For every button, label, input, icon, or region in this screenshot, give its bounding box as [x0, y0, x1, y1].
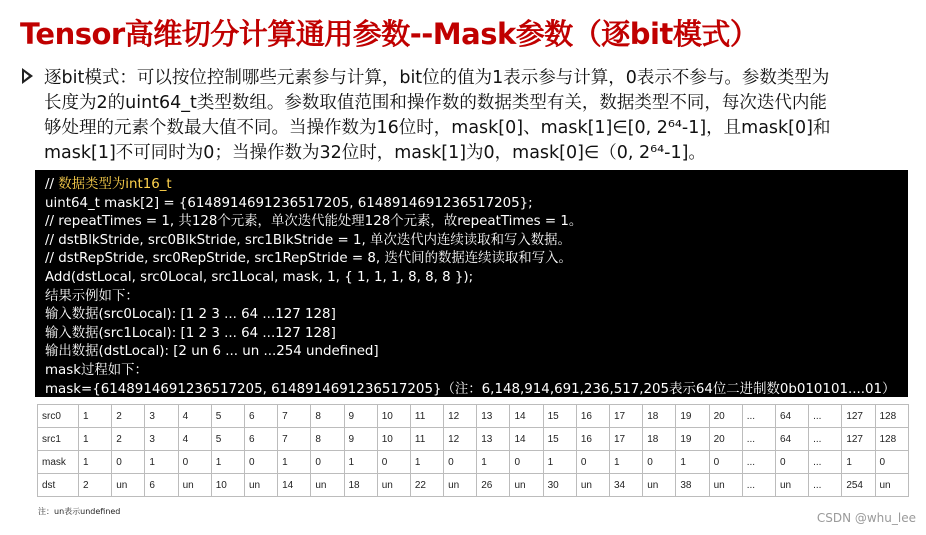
table-cell: un — [875, 474, 909, 497]
table-cell: 14 — [278, 474, 311, 497]
table-cell: un — [244, 474, 277, 497]
table-cell: 17 — [610, 405, 643, 428]
code-line: Add(dstLocal, src0Local, src1Local, mask, 1, { 1, 1, 1, 8, 8, 8 }); — [45, 269, 474, 285]
bullet-line: mask[1]不可同时为0；当操作数为32位时，mask[1]为0，mask[0]∈（0, 2⁶⁴-1]。 — [44, 143, 706, 163]
table-cell: 34 — [610, 474, 643, 497]
table-cell: 19 — [676, 405, 709, 428]
table-cell: 0 — [576, 451, 609, 474]
watermark: CSDN @whu_lee — [816, 511, 916, 525]
table-row — [38, 428, 909, 451]
table-cell: 5 — [211, 405, 244, 428]
table-cell: 16 — [576, 428, 609, 451]
table-cell: 3 — [145, 405, 178, 428]
table-cell: 2 — [112, 405, 145, 428]
table-cell: 1 — [477, 451, 510, 474]
table-cell: 6 — [244, 405, 277, 428]
table-cell: 9 — [344, 405, 377, 428]
table-cell: 1 — [145, 451, 178, 474]
table-cell: 30 — [543, 474, 576, 497]
table-cell: un — [377, 474, 410, 497]
table-cell: 2 — [79, 474, 112, 497]
table-cell: 14 — [510, 405, 543, 428]
row-header: src0 — [38, 405, 79, 428]
table-cell: 0 — [709, 451, 742, 474]
table-cell: 38 — [676, 474, 709, 497]
table-cell: 1 — [278, 451, 311, 474]
table-cell: 5 — [211, 428, 244, 451]
table-cell: 15 — [543, 428, 576, 451]
table-cell: 64 — [775, 428, 808, 451]
table-cell: 127 — [842, 428, 875, 451]
table-cell: ... — [809, 451, 842, 474]
table-cell: 7 — [278, 405, 311, 428]
code-block — [35, 170, 908, 397]
table-cell: 11 — [410, 428, 443, 451]
table-cell: 22 — [410, 474, 443, 497]
table-cell: 4 — [178, 428, 211, 451]
table-cell: 13 — [477, 405, 510, 428]
bullet-line: 逐bit模式：可以按位控制哪些元素参与计算，bit位的值为1表示参与计算，0表示不参与。参数类型为 — [44, 68, 830, 88]
table-row — [38, 405, 909, 428]
bullet-paragraph — [22, 66, 917, 166]
code-line: // repeatTimes = 1, 共128个元素，单次迭代能处理128个元素，故repeatTimes = 1。 — [45, 214, 583, 230]
table-cell: ... — [809, 405, 842, 428]
table-cell: 0 — [244, 451, 277, 474]
table-cell: 26 — [477, 474, 510, 497]
table-cell: 7 — [278, 428, 311, 451]
table-cell: 0 — [112, 451, 145, 474]
table-cell: 18 — [643, 405, 676, 428]
table-cell: 1 — [610, 451, 643, 474]
table-cell: un — [709, 474, 742, 497]
table-cell: 1 — [79, 428, 112, 451]
code-line: uint64_t mask[2] = {6148914691236517205, 6148914691236517205}; — [45, 195, 533, 211]
row-header: dst — [38, 474, 79, 497]
table-cell: 18 — [643, 428, 676, 451]
table-cell: 9 — [344, 428, 377, 451]
code-line: // dstBlkStride, src0BlkStride, src1BlkStride = 1, 单次迭代内连续读取和写入数据。 — [45, 232, 571, 248]
table-cell: 1 — [676, 451, 709, 474]
table-cell: 127 — [842, 405, 875, 428]
table-cell: 10 — [211, 474, 244, 497]
table-cell: un — [444, 474, 477, 497]
table-cell: 1 — [842, 451, 875, 474]
row-header: mask — [38, 451, 79, 474]
table-cell: 12 — [444, 405, 477, 428]
table-cell: 254 — [842, 474, 875, 497]
table-cell: 20 — [709, 428, 742, 451]
table-cell: un — [311, 474, 344, 497]
table-cell: 0 — [775, 451, 808, 474]
table-cell: 128 — [875, 405, 909, 428]
table-cell: 6 — [145, 474, 178, 497]
table-cell: 10 — [377, 428, 410, 451]
table-cell: 8 — [311, 405, 344, 428]
code-line: mask={6148914691236517205, 6148914691236517205}（注：6,148,914,691,236,517,205表示64位二进制数0b010101....01） — [45, 381, 896, 397]
table-cell: 3 — [145, 428, 178, 451]
table-cell: ... — [809, 428, 842, 451]
table-cell: 1 — [211, 451, 244, 474]
table-cell: 1 — [410, 451, 443, 474]
code-line: 输入数据(src1Local): [1 2 3 ... 64 ...127 128] — [45, 325, 336, 341]
table-cell: 0 — [510, 451, 543, 474]
bullet-arrow-icon — [22, 68, 33, 84]
table-cell: 10 — [377, 405, 410, 428]
table-cell: 128 — [875, 428, 909, 451]
table-cell: 20 — [709, 405, 742, 428]
table-cell: 1 — [543, 451, 576, 474]
table-cell: un — [112, 474, 145, 497]
table-cell: ... — [742, 451, 775, 474]
table-cell: 0 — [178, 451, 211, 474]
table-row — [38, 451, 909, 474]
table-cell: un — [178, 474, 211, 497]
code-line: 输入数据(src0Local): [1 2 3 ... 64 ...127 128] — [45, 307, 336, 323]
table-cell: 14 — [510, 428, 543, 451]
comment-text: 数据类型为int16_t — [58, 177, 172, 192]
table-cell: 12 — [444, 428, 477, 451]
table-cell: ... — [742, 405, 775, 428]
row-header: src1 — [38, 428, 79, 451]
bullet-text — [44, 66, 917, 166]
code-line: 输出数据(dstLocal): [2 un 6 ... un ...254 undefined] — [45, 344, 379, 360]
code-line-comment — [45, 176, 908, 195]
table-cell: 11 — [410, 405, 443, 428]
table-cell: 19 — [676, 428, 709, 451]
table-row — [38, 474, 909, 497]
table-cell: 15 — [543, 405, 576, 428]
table-cell: 0 — [875, 451, 909, 474]
table-cell: 0 — [311, 451, 344, 474]
table-cell: 64 — [775, 405, 808, 428]
table-cell: 1 — [79, 405, 112, 428]
page-title: Tensor高维切分计算通用参数--Mask参数（逐bit模式） — [20, 17, 759, 51]
table-cell: 2 — [112, 428, 145, 451]
table-cell: 16 — [576, 405, 609, 428]
code-line: 结果示例如下： — [45, 288, 139, 304]
table-cell: ... — [742, 474, 775, 497]
table-cell: 0 — [377, 451, 410, 474]
table-cell: un — [510, 474, 543, 497]
table-cell: un — [643, 474, 676, 497]
code-line: // dstRepStride, src0RepStride, src1RepStride = 8, 迭代间的数据连续读取和写入。 — [45, 251, 572, 267]
table-cell: 0 — [444, 451, 477, 474]
mask-table — [37, 404, 909, 497]
footnote: 注：un表示undefined — [38, 507, 121, 516]
table-cell: 18 — [344, 474, 377, 497]
table-cell: 0 — [643, 451, 676, 474]
table-cell: 17 — [610, 428, 643, 451]
table-cell: 4 — [178, 405, 211, 428]
table-cell: un — [576, 474, 609, 497]
table-cell: un — [775, 474, 808, 497]
bullet-line: 够处理的元素个数最大值不同。当操作数为16位时，mask[0]、mask[1]∈[0, 2⁶⁴-1]，且mask[0]和 — [44, 118, 831, 138]
table-cell: ... — [742, 428, 775, 451]
table-cell: 1 — [79, 451, 112, 474]
comment-prefix: // — [45, 177, 59, 192]
table-cell: 8 — [311, 428, 344, 451]
table-cell: ... — [809, 474, 842, 497]
table-cell: 13 — [477, 428, 510, 451]
table-cell: 6 — [244, 428, 277, 451]
bullet-line: 长度为2的uint64_t类型数组。参数取值范围和操作数的数据类型有关，数据类型不同，每次迭代内能 — [44, 93, 827, 113]
code-line: mask过程如下： — [45, 362, 148, 378]
table-cell: 1 — [344, 451, 377, 474]
